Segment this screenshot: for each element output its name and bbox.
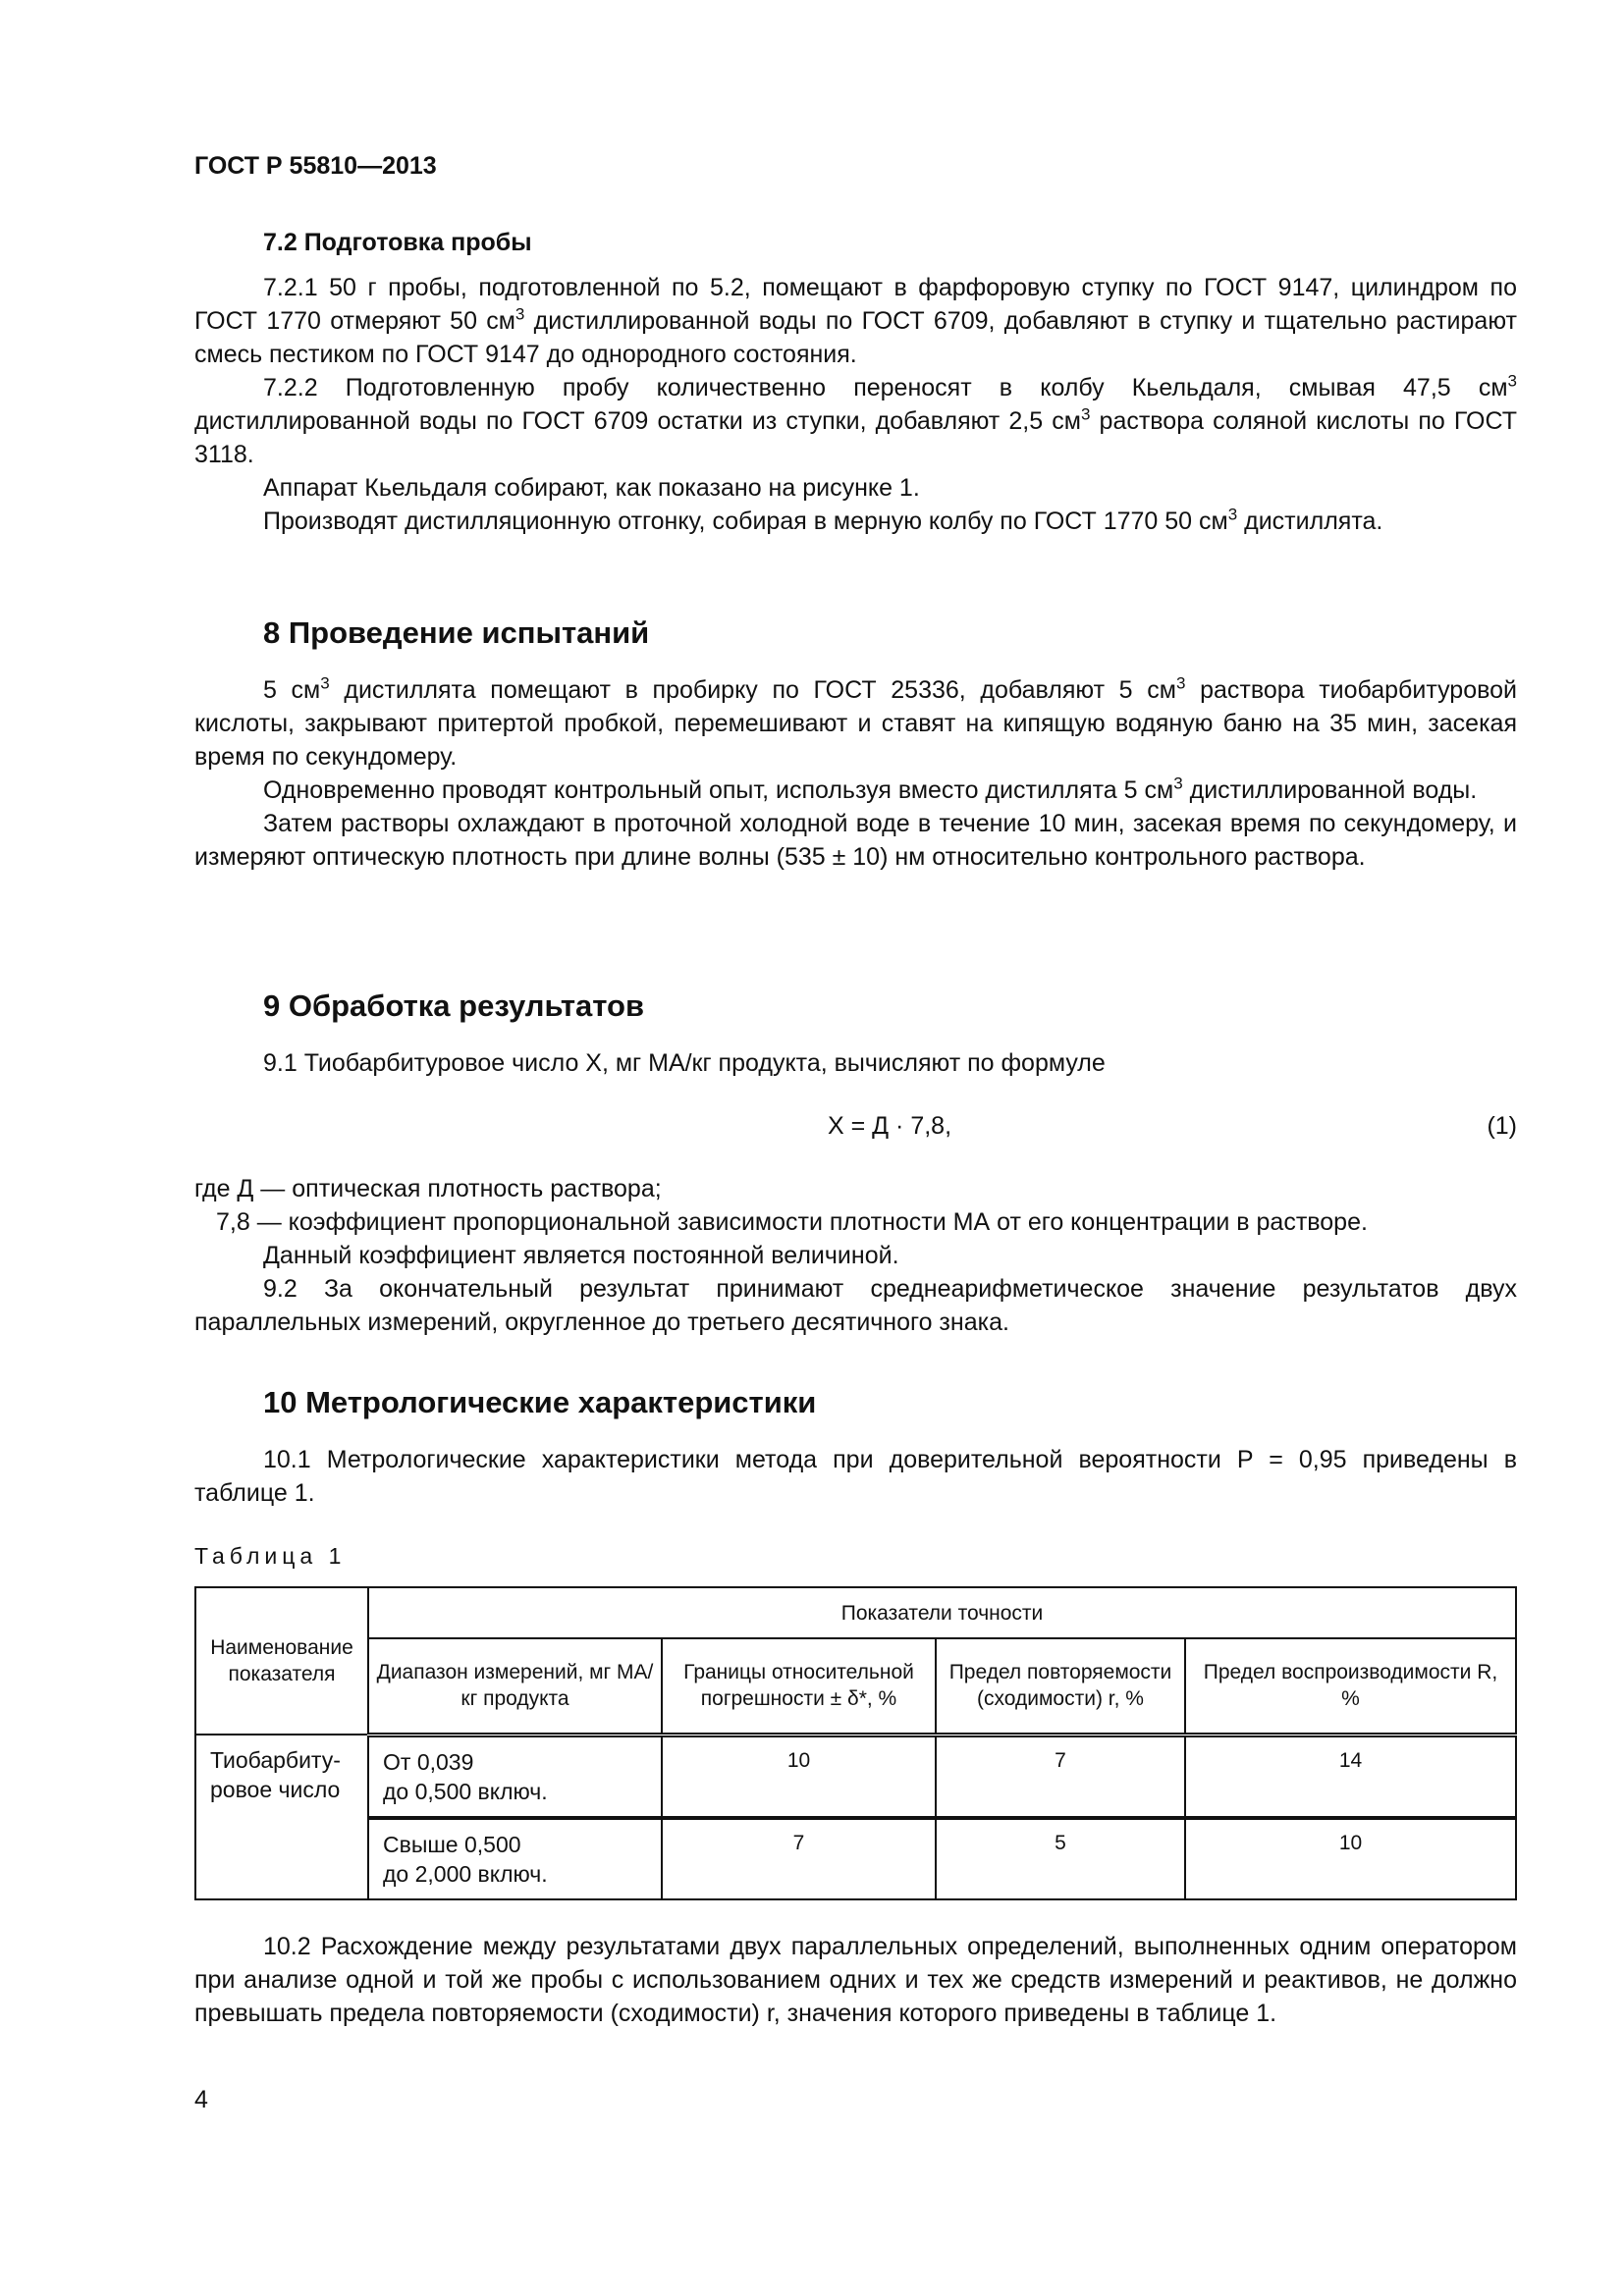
section-title: 10 Метрологические характеристики bbox=[263, 1385, 817, 1419]
where-line: Данный коэффициент является постоянной величиной. bbox=[263, 1242, 899, 1269]
formula-number: (1) bbox=[1487, 1112, 1517, 1140]
page-number: 4 bbox=[194, 2086, 208, 2113]
section-title: 8 Проведение испытаний bbox=[263, 615, 650, 650]
section-8 bbox=[194, 616, 1517, 874]
cell-name: Тиобарбиту-ровое число bbox=[195, 1735, 368, 1899]
where-line: 7,8 — коэффициент пропорциональной зависимости плотности МА от его концентрации в растворе. bbox=[216, 1208, 1368, 1236]
where-line: где Д — оптическая плотность раствора; bbox=[194, 1175, 662, 1202]
paragraph: Аппарат Кьельдаля собирают, как показано на рисунке 1. bbox=[263, 474, 920, 502]
cell-delta: 10 bbox=[662, 1735, 936, 1818]
paragraph: 9.1 Тиобарбитуровое число X, мг МА/кг продукта, вычисляют по формуле bbox=[263, 1049, 1106, 1077]
paragraph: Производят дистилляционную отгонку, собирая в мерную колбу по ГОСТ 1770 50 $см^3$ дистиллята. bbox=[263, 505, 1383, 535]
paragraph: 5 $см^3$ дистиллята помещают в пробирку по ГОСТ 25336, добавляют 5 $см^3$ раствора тиобарбитуровой кислоты, закрывают притертой пробкой, перемешивают и ставят на кипящую водяную баню на 35 мин, засекая время по секундомеру. bbox=[194, 673, 1517, 771]
metrology-table bbox=[194, 1586, 1517, 1900]
cell-R: 10 bbox=[1185, 1818, 1516, 1899]
header-range: Диапазон измерений, мг МА/кг продукта bbox=[368, 1638, 662, 1735]
section-9 bbox=[194, 989, 1517, 1339]
paragraph: 9.2 За окончательный результат принимают среднеарифметическое значение результатов двух параллельных измерений, округленное до третьего десятичного знака. bbox=[194, 1275, 1517, 1336]
header-delta: Границы относительной погрешности ± δ*, % bbox=[662, 1638, 936, 1735]
cell-range: Свыше 0,500 до 2,000 включ. bbox=[368, 1818, 662, 1899]
paragraph: Затем растворы охлаждают в проточной холодной воде в течение 10 мин, засекая время по секундомеру, и измеряют оптическую плотность при длине волны (535 ± 10) нм относительно контрольного раствора. bbox=[194, 810, 1517, 871]
document-header: ГОСТ Р 55810—2013 bbox=[194, 152, 437, 180]
formula bbox=[194, 1109, 1517, 1143]
paragraph: 7.2.2 Подготовленную пробу количественно переносят в колбу Кьельдаля, смывая 47,5 $см^3$ дистиллированной воды по ГОСТ 6709 остатки из ступки, добавляют 2,5 $см^3$ раствора соляной кислоты по ГОСТ 3118. bbox=[194, 371, 1517, 468]
paragraph: 10.2 Расхождение между результатами двух параллельных определений, выполненных одним оператором при анализе одной и той же пробы с использованием одних и тех же средств измерений и реактивов, не должно превышать предела повторяемости (сходимости) r, значения которого приведены в таблице 1. bbox=[194, 1932, 1517, 2027]
formula-expression: X = Д · 7,8, bbox=[828, 1112, 952, 1140]
header-group: Показатели точности bbox=[368, 1587, 1516, 1638]
cell-r: 5 bbox=[936, 1818, 1185, 1899]
paragraph: Одновременно проводят контрольный опыт, используя вместо дистиллята 5 $см^3$ дистиллированной воды. bbox=[263, 774, 1478, 804]
paragraph: 7.2.1 50 г пробы, подготовленной по 5.2, помещают в фарфоровую ступку по ГОСТ 9147, цилиндром по ГОСТ 1770 отмеряют 50 $см^3$ дистиллированной воды по ГОСТ 6709, добавляют в ступку и тщательно растирают смесь пестиком по ГОСТ 9147 до однородного состояния. bbox=[194, 274, 1517, 368]
table-row bbox=[195, 1818, 1516, 1899]
table-caption: Таблица 1 bbox=[194, 1543, 347, 1569]
cell-delta: 7 bbox=[662, 1818, 936, 1899]
cell-range: От 0,039 до 0,500 включ. bbox=[368, 1735, 662, 1818]
paragraph: 10.1 Метрологические характеристики метода при доверительной вероятности P = 0,95 приведены в таблице 1. bbox=[194, 1446, 1517, 1507]
section-7-2 bbox=[194, 226, 1517, 538]
cell-R: 14 bbox=[1185, 1735, 1516, 1818]
section-title: 7.2 Подготовка пробы bbox=[263, 229, 532, 256]
header-r: Предел повторяемости (сходимости) r, % bbox=[936, 1638, 1185, 1735]
section-10 bbox=[194, 1386, 1517, 2030]
header-R: Предел воспроизводимости R, % bbox=[1185, 1638, 1516, 1735]
cell-r: 7 bbox=[936, 1735, 1185, 1818]
section-title: 9 Обработка результатов bbox=[263, 988, 645, 1023]
header-name: Наименование показателя bbox=[195, 1587, 368, 1735]
table-row bbox=[195, 1735, 1516, 1818]
